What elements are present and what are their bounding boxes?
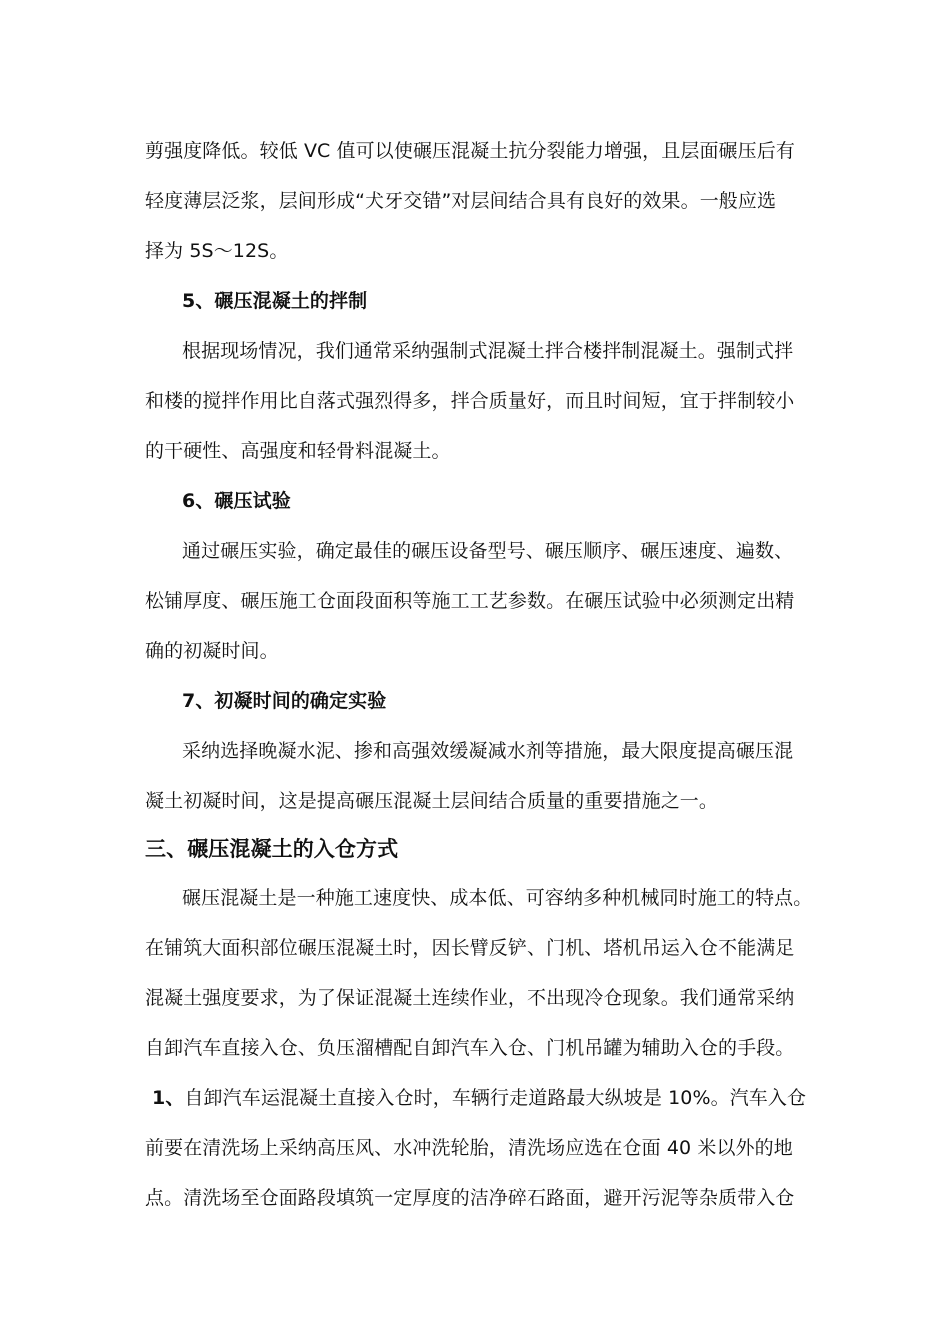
section-heading: 7、初凝时间的确定实验 [182,690,387,712]
chapter-heading: 三、碾压混凝土的入仓方式 [145,837,399,861]
item-number: 1、 [152,1087,185,1109]
paragraph-line: 凝土初凝时间，这是提高碾压混凝土层间结合质量的重要措施之一。 [145,790,719,812]
paragraph-line: 的干硬性、高强度和轻骨料混凝土。 [145,440,451,462]
paragraph-line: 碾压混凝土是一种施工速度快、成本低、可容纳多种机械同时施工的特点。 [182,887,813,909]
paragraph-line: 自卸汽车直接入仓、负压溜槽配自卸汽车入仓、门机吊罐为辅助入仓的手段。 [145,1037,795,1059]
item-text: 自卸汽车运混凝土直接入仓时，车辆行走道路最大纵坡是 10%。汽车入仓 [184,1087,807,1109]
paragraph-line: 确的初凝时间。 [145,640,279,662]
paragraph-line: 轻度薄层泛浆，层间形成“犬牙交错”对层间结合具有良好的效果。一般应选 [145,190,777,212]
numbered-paragraph-line [152,1085,812,1111]
paragraph-line: 在铺筑大面积部位碾压混凝土时，因长臂反铲、门机、塔机吊运入仓不能满足 [145,937,795,959]
section-heading: 6、碾压试验 [182,490,291,512]
paragraph-line: 通过碾压实验，确定最佳的碾压设备型号、碾压顺序、碾压速度、遍数、 [182,540,794,562]
paragraph-line: 剪强度降低。较低 VC 值可以使碾压混凝土抗分裂能力增强，且层面碾压后有 [145,140,795,162]
paragraph-line: 根据现场情况，我们通常采纳强制式混凝土拌合楼拌制混凝土。强制式拌 [182,340,794,362]
paragraph-line: 混凝土强度要求，为了保证混凝土连续作业，不出现冷仓现象。我们通常采纳 [145,987,795,1009]
paragraph-line: 择为 5S～12S。 [145,240,289,262]
paragraph-line: 前要在清洗场上采纳高压风、水冲洗轮胎，清洗场应选在仓面 40 米以外的地 [145,1137,793,1159]
paragraph-line: 采纳选择晚凝水泥、掺和高强效缓凝减水剂等措施，最大限度提高碾压混 [182,740,794,762]
paragraph-line: 和楼的搅拌作用比自落式强烈得多，拌合质量好，而且时间短，宜于拌制较小 [145,390,795,412]
paragraph-line: 松铺厚度、碾压施工仓面段面积等施工工艺参数。在碾压试验中必须测定出精 [145,590,795,612]
section-heading: 5、碾压混凝土的拌制 [182,290,368,312]
paragraph-line: 点。清洗场至仓面路段填筑一定厚度的洁净碎石路面，避开污泥等杂质带入仓 [145,1187,795,1209]
